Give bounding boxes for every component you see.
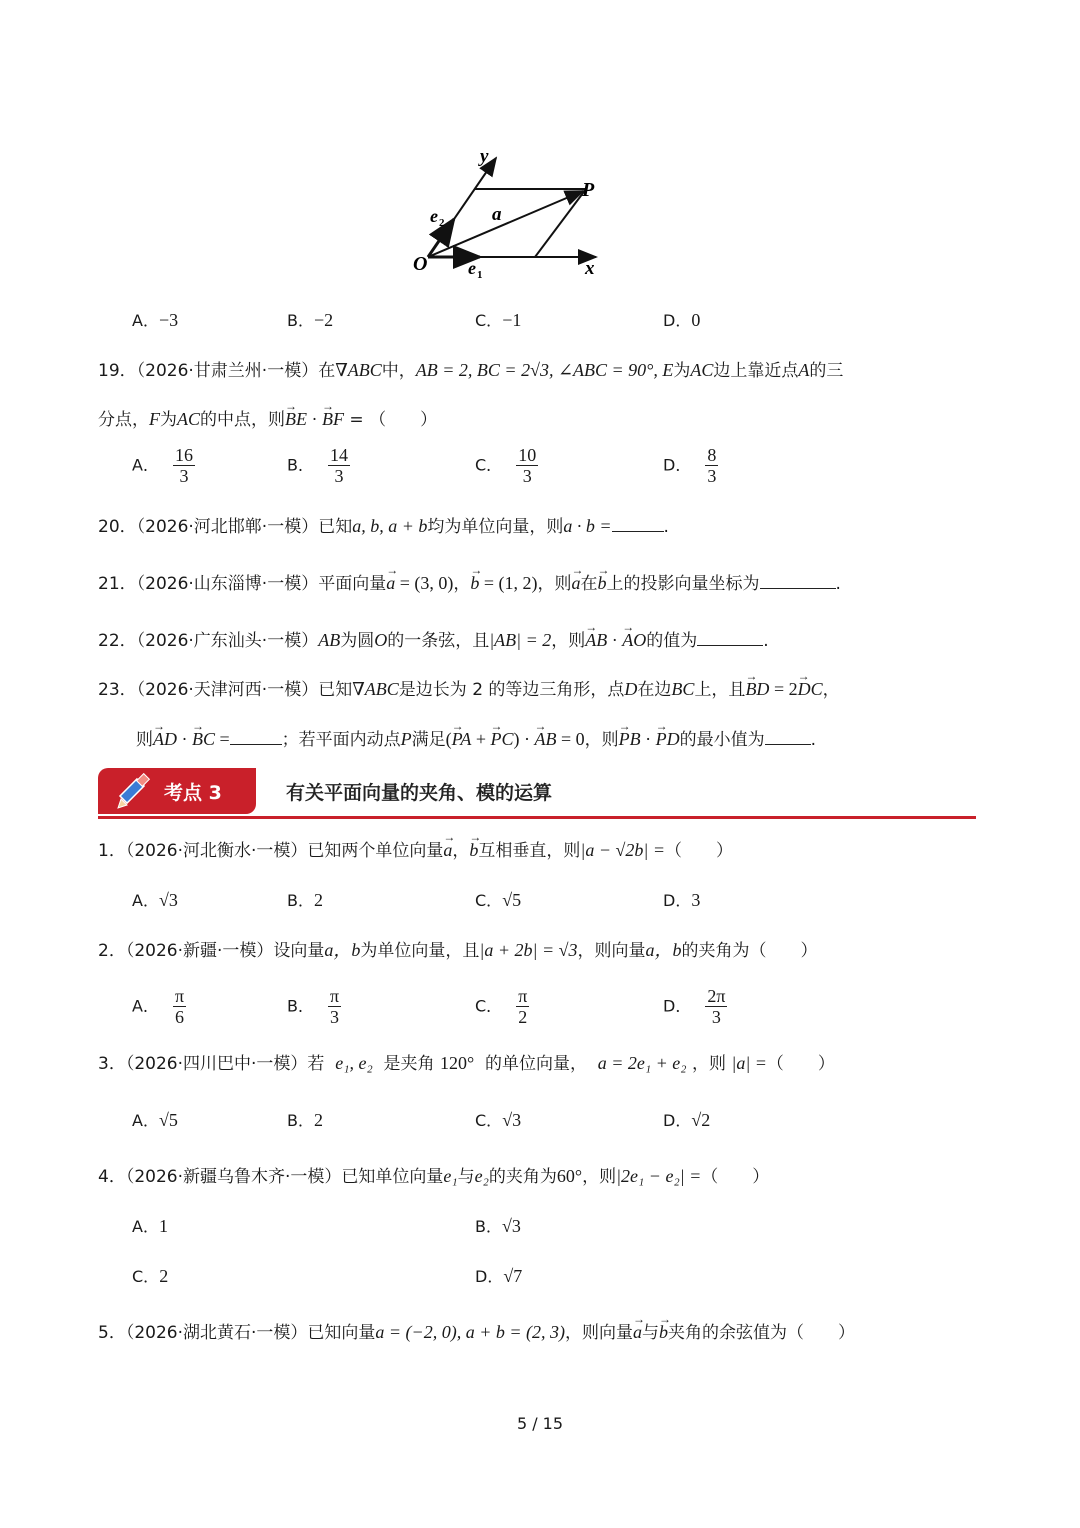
q23-line2: 则→ AD · → BC = ；若平面内动点P满足(→ PA + → PC) · → AB = 0，则→ PB · → PD的最小值为 . bbox=[136, 726, 816, 752]
section-header bbox=[98, 768, 976, 820]
s3-q4-option-a: A．1 bbox=[132, 1216, 168, 1236]
q19-option-a: A． $\frac{16}{3}$ bbox=[132, 445, 193, 486]
answer-blank bbox=[697, 627, 763, 646]
label-e2-sub: 2 bbox=[439, 217, 445, 229]
s3-q2-option-b: B． $\frac{\pi}{3}$ bbox=[287, 986, 340, 1027]
label-y: y bbox=[480, 146, 489, 167]
label-a: a bbox=[492, 204, 502, 225]
s3-q5: 5．（2026·湖北黄石·一模）已知向量a = (−2, 0), a + b = (2, 3)，则向量→ a与→ b夹角的余弦值为（ ） bbox=[98, 1320, 855, 1345]
q19-option-b: B． $\frac{14}{3}$ bbox=[287, 445, 348, 486]
s3-q2-option-c: C． $\frac{\pi}{2}$ bbox=[475, 986, 528, 1027]
vector-figure bbox=[408, 140, 618, 285]
page-number: 5 / 15 bbox=[516, 1414, 564, 1433]
label-x: x bbox=[585, 258, 595, 279]
pencil-icon bbox=[112, 772, 154, 814]
s3-q4: 4．（2026·新疆乌鲁木齐·一模）已知单位向量e₁与e₂的夹角为60°，则|2e₁ − e₂| =（ ） bbox=[98, 1166, 770, 1187]
s3-q4-option-d: D．√7 bbox=[475, 1266, 523, 1286]
s3-q3-option-b: B．2 bbox=[287, 1110, 323, 1130]
label-e1: e bbox=[468, 258, 476, 278]
s3-q3-option-a: A．√5 bbox=[132, 1110, 178, 1130]
q19-line2: 分点，F为AC的中点，则→ BE · → BF = （ ） bbox=[98, 407, 437, 432]
label-e1-sub: 1 bbox=[477, 269, 483, 281]
q22: 22．（2026·广东汕头·一模）AB为圆O的一条弦，且|AB| = 2，则→ AB · → AO的值为 . bbox=[98, 627, 769, 653]
q21: 21．（2026·山东淄博·一模）平面向量→ a = (3, 0)，→ b = (1, 2)，则→ a在→ b上的投影向量坐标为 . bbox=[98, 570, 841, 596]
label-e2: e bbox=[430, 206, 438, 226]
answer-blank bbox=[765, 726, 811, 745]
answer-blank bbox=[230, 726, 282, 745]
q23-line1: 23．（2026·天津河西·一模）已知∇ABC是边长为 2 的等边三角形，点D在边BC上，且→ BD = 2→ DC， bbox=[98, 677, 840, 702]
answer-blank bbox=[760, 570, 836, 589]
label-origin: O bbox=[413, 253, 428, 275]
s3-q2: 2．（2026·新疆·一模）设向量a，b为单位向量，且|a + 2b| = √3，则向量a，b的夹角为（ ） bbox=[98, 940, 818, 961]
q20: 20．（2026·河北邯郸·一模）已知a, b, a + b均为单位向量，则a · b = . bbox=[98, 513, 669, 539]
answer-blank bbox=[612, 513, 664, 532]
s3-q1-option-d: D．3 bbox=[663, 890, 701, 910]
s3-q2-option-a: A． $\frac{\pi}{6}$ bbox=[132, 986, 185, 1027]
section-tag: 考点 3 bbox=[164, 782, 222, 804]
section-divider bbox=[98, 816, 976, 819]
s3-q1-option-a: A．√3 bbox=[132, 890, 178, 910]
s3-q4-option-b: B．√3 bbox=[475, 1216, 521, 1236]
q18-option-a: A．−3 bbox=[132, 310, 179, 330]
q18-option-d: D．0 bbox=[663, 310, 701, 330]
s3-q3-option-c: C．√3 bbox=[475, 1110, 522, 1130]
q19-option-c: C． $\frac{10}{3}$ bbox=[475, 445, 537, 486]
section-title: 有关平面向量的夹角、模的运算 bbox=[286, 782, 553, 804]
label-p: P bbox=[582, 179, 595, 201]
q19-line1: 19．（2026·甘肃兰州·一模）在∇ABC中，AB = 2, BC = 2√3, ∠ABC = 90°, E为AC边上靠近点A的三 bbox=[98, 360, 844, 381]
s3-q1: 1．（2026·河北衡水·一模）已知两个单位向量→ a，→ b互相垂直，则|a − √2b| =（ ） bbox=[98, 838, 733, 863]
q18-option-b: B．−2 bbox=[287, 310, 334, 330]
s3-q3-option-d: D．√2 bbox=[663, 1110, 711, 1130]
right-edge bbox=[535, 189, 586, 257]
q19-option-d: D． $\frac{8}{3}$ bbox=[663, 445, 717, 486]
s3-q1-option-c: C．√5 bbox=[475, 890, 522, 910]
s3-q4-option-c: C．2 bbox=[132, 1266, 169, 1286]
s3-q1-option-b: B．2 bbox=[287, 890, 323, 910]
s3-q3: 3．（2026·四川巴中·一模）若 e₁, e₂ 是夹角 120° 的单位向量， a = 2e₁ + e₂ ，则 |a| =（ ） bbox=[98, 1053, 835, 1074]
q18-option-c: C．−1 bbox=[475, 310, 522, 330]
s3-q2-option-d: D． $\frac{2\pi}{3}$ bbox=[663, 986, 726, 1027]
